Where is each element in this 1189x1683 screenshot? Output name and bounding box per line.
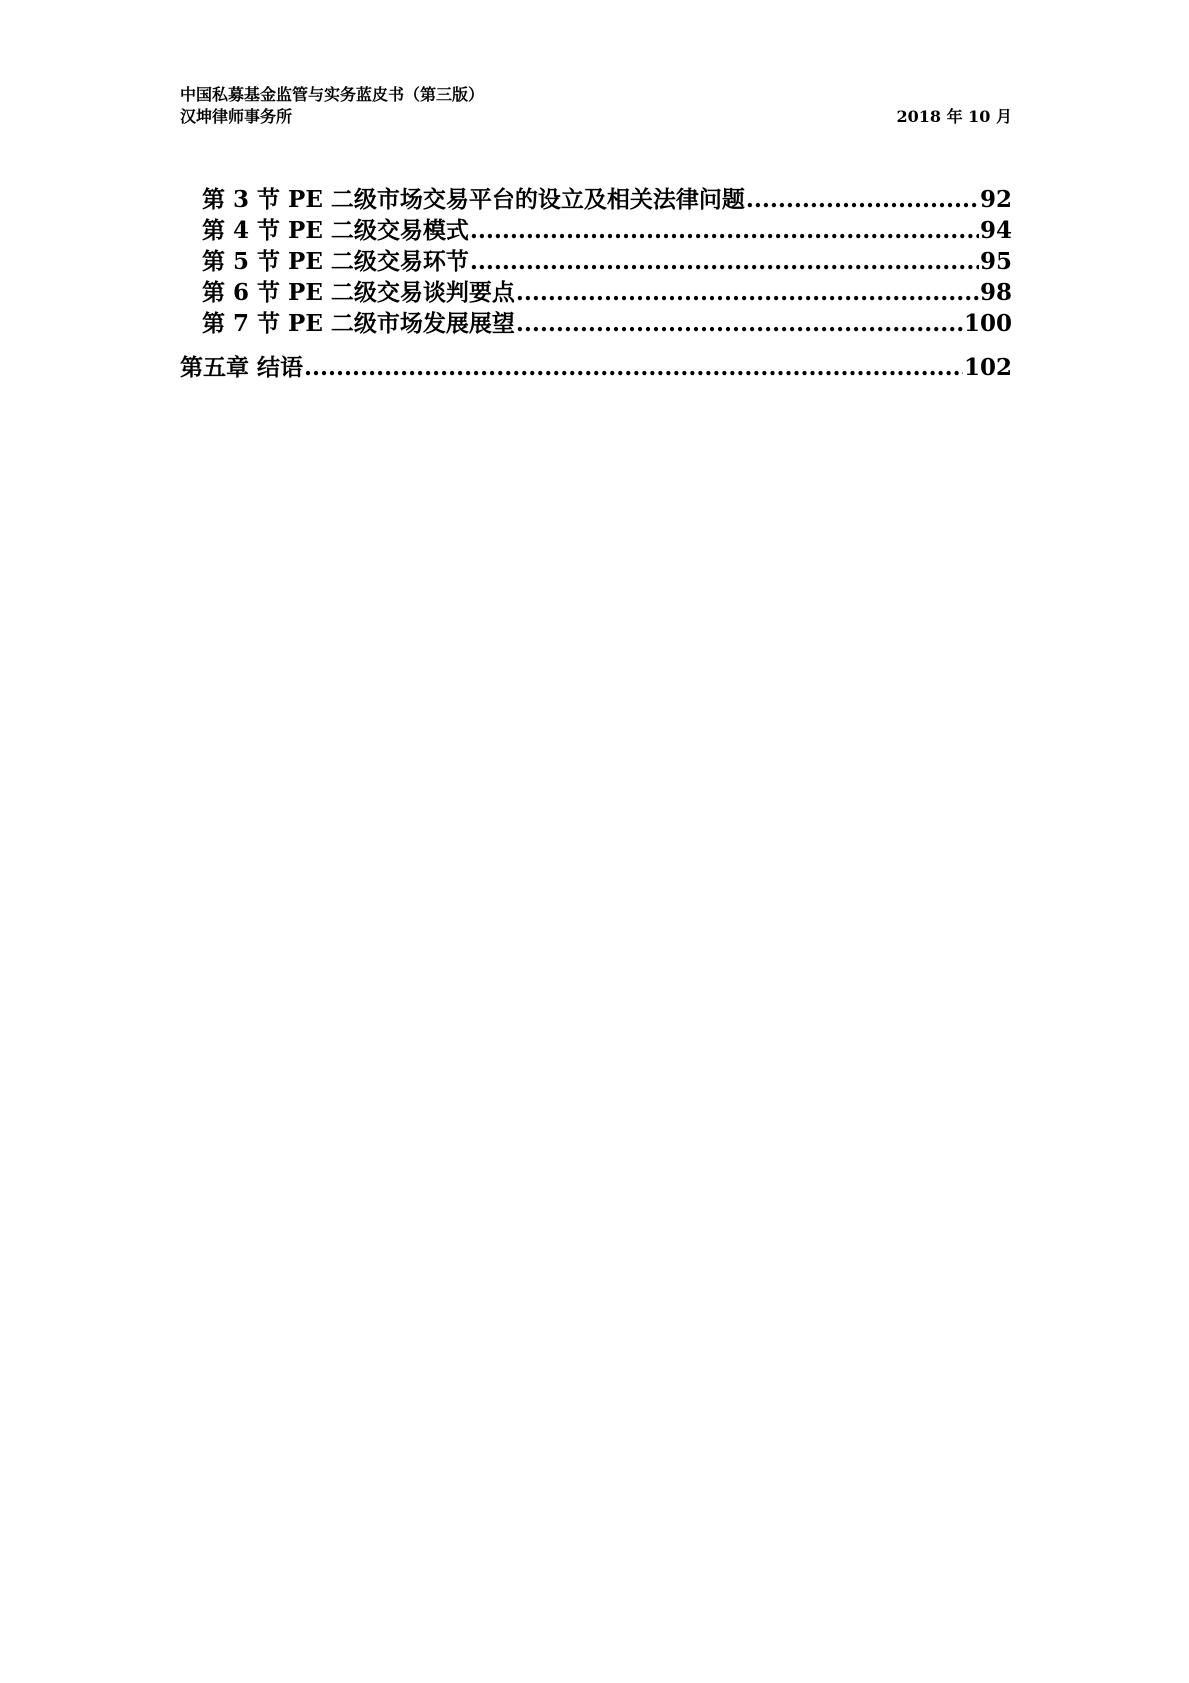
firm-name: 汉坤律师事务所 xyxy=(180,107,293,126)
toc-entry-page: 92 xyxy=(979,186,1012,213)
toc-entry[interactable] xyxy=(180,215,1012,246)
toc-entry-page: 102 xyxy=(963,354,1012,381)
page-header xyxy=(180,84,1012,128)
toc-entry-page: 95 xyxy=(979,248,1012,275)
toc-entry-title: 第 4 节 PE 二级交易模式 xyxy=(202,217,469,244)
toc-entry-page: 98 xyxy=(979,279,1012,306)
header-date: 2018 年 10 月 xyxy=(896,107,1012,126)
toc-entry-page: 94 xyxy=(979,217,1012,244)
toc-dot-leader xyxy=(746,184,979,215)
toc-entry-title: 第 6 节 PE 二级交易谈判要点 xyxy=(202,279,515,306)
toc-entry-title: 第五章 结语 xyxy=(180,354,304,381)
toc-dot-leader xyxy=(516,277,979,308)
toc-entry[interactable] xyxy=(180,184,1012,215)
toc-dot-leader xyxy=(304,352,963,383)
toc-entry-page: 100 xyxy=(963,310,1012,337)
toc-dot-leader xyxy=(470,215,979,246)
toc-dot-leader xyxy=(516,308,963,339)
toc-entry-title: 第 7 节 PE 二级市场发展展望 xyxy=(202,310,515,337)
toc-entry[interactable] xyxy=(180,277,1012,308)
header-second-line xyxy=(180,106,1012,128)
book-title: 中国私募基金监管与实务蓝皮书（第三版） xyxy=(180,85,485,104)
toc-entry[interactable] xyxy=(180,246,1012,277)
toc-chapter-entry[interactable] xyxy=(180,352,1012,383)
toc-entry-title: 第 5 节 PE 二级交易环节 xyxy=(202,248,469,275)
table-of-contents xyxy=(180,184,1012,383)
toc-entry-title: 第 3 节 PE 二级市场交易平台的设立及相关法律问题 xyxy=(202,186,745,213)
toc-entry[interactable] xyxy=(180,308,1012,339)
toc-dot-leader xyxy=(470,246,979,277)
